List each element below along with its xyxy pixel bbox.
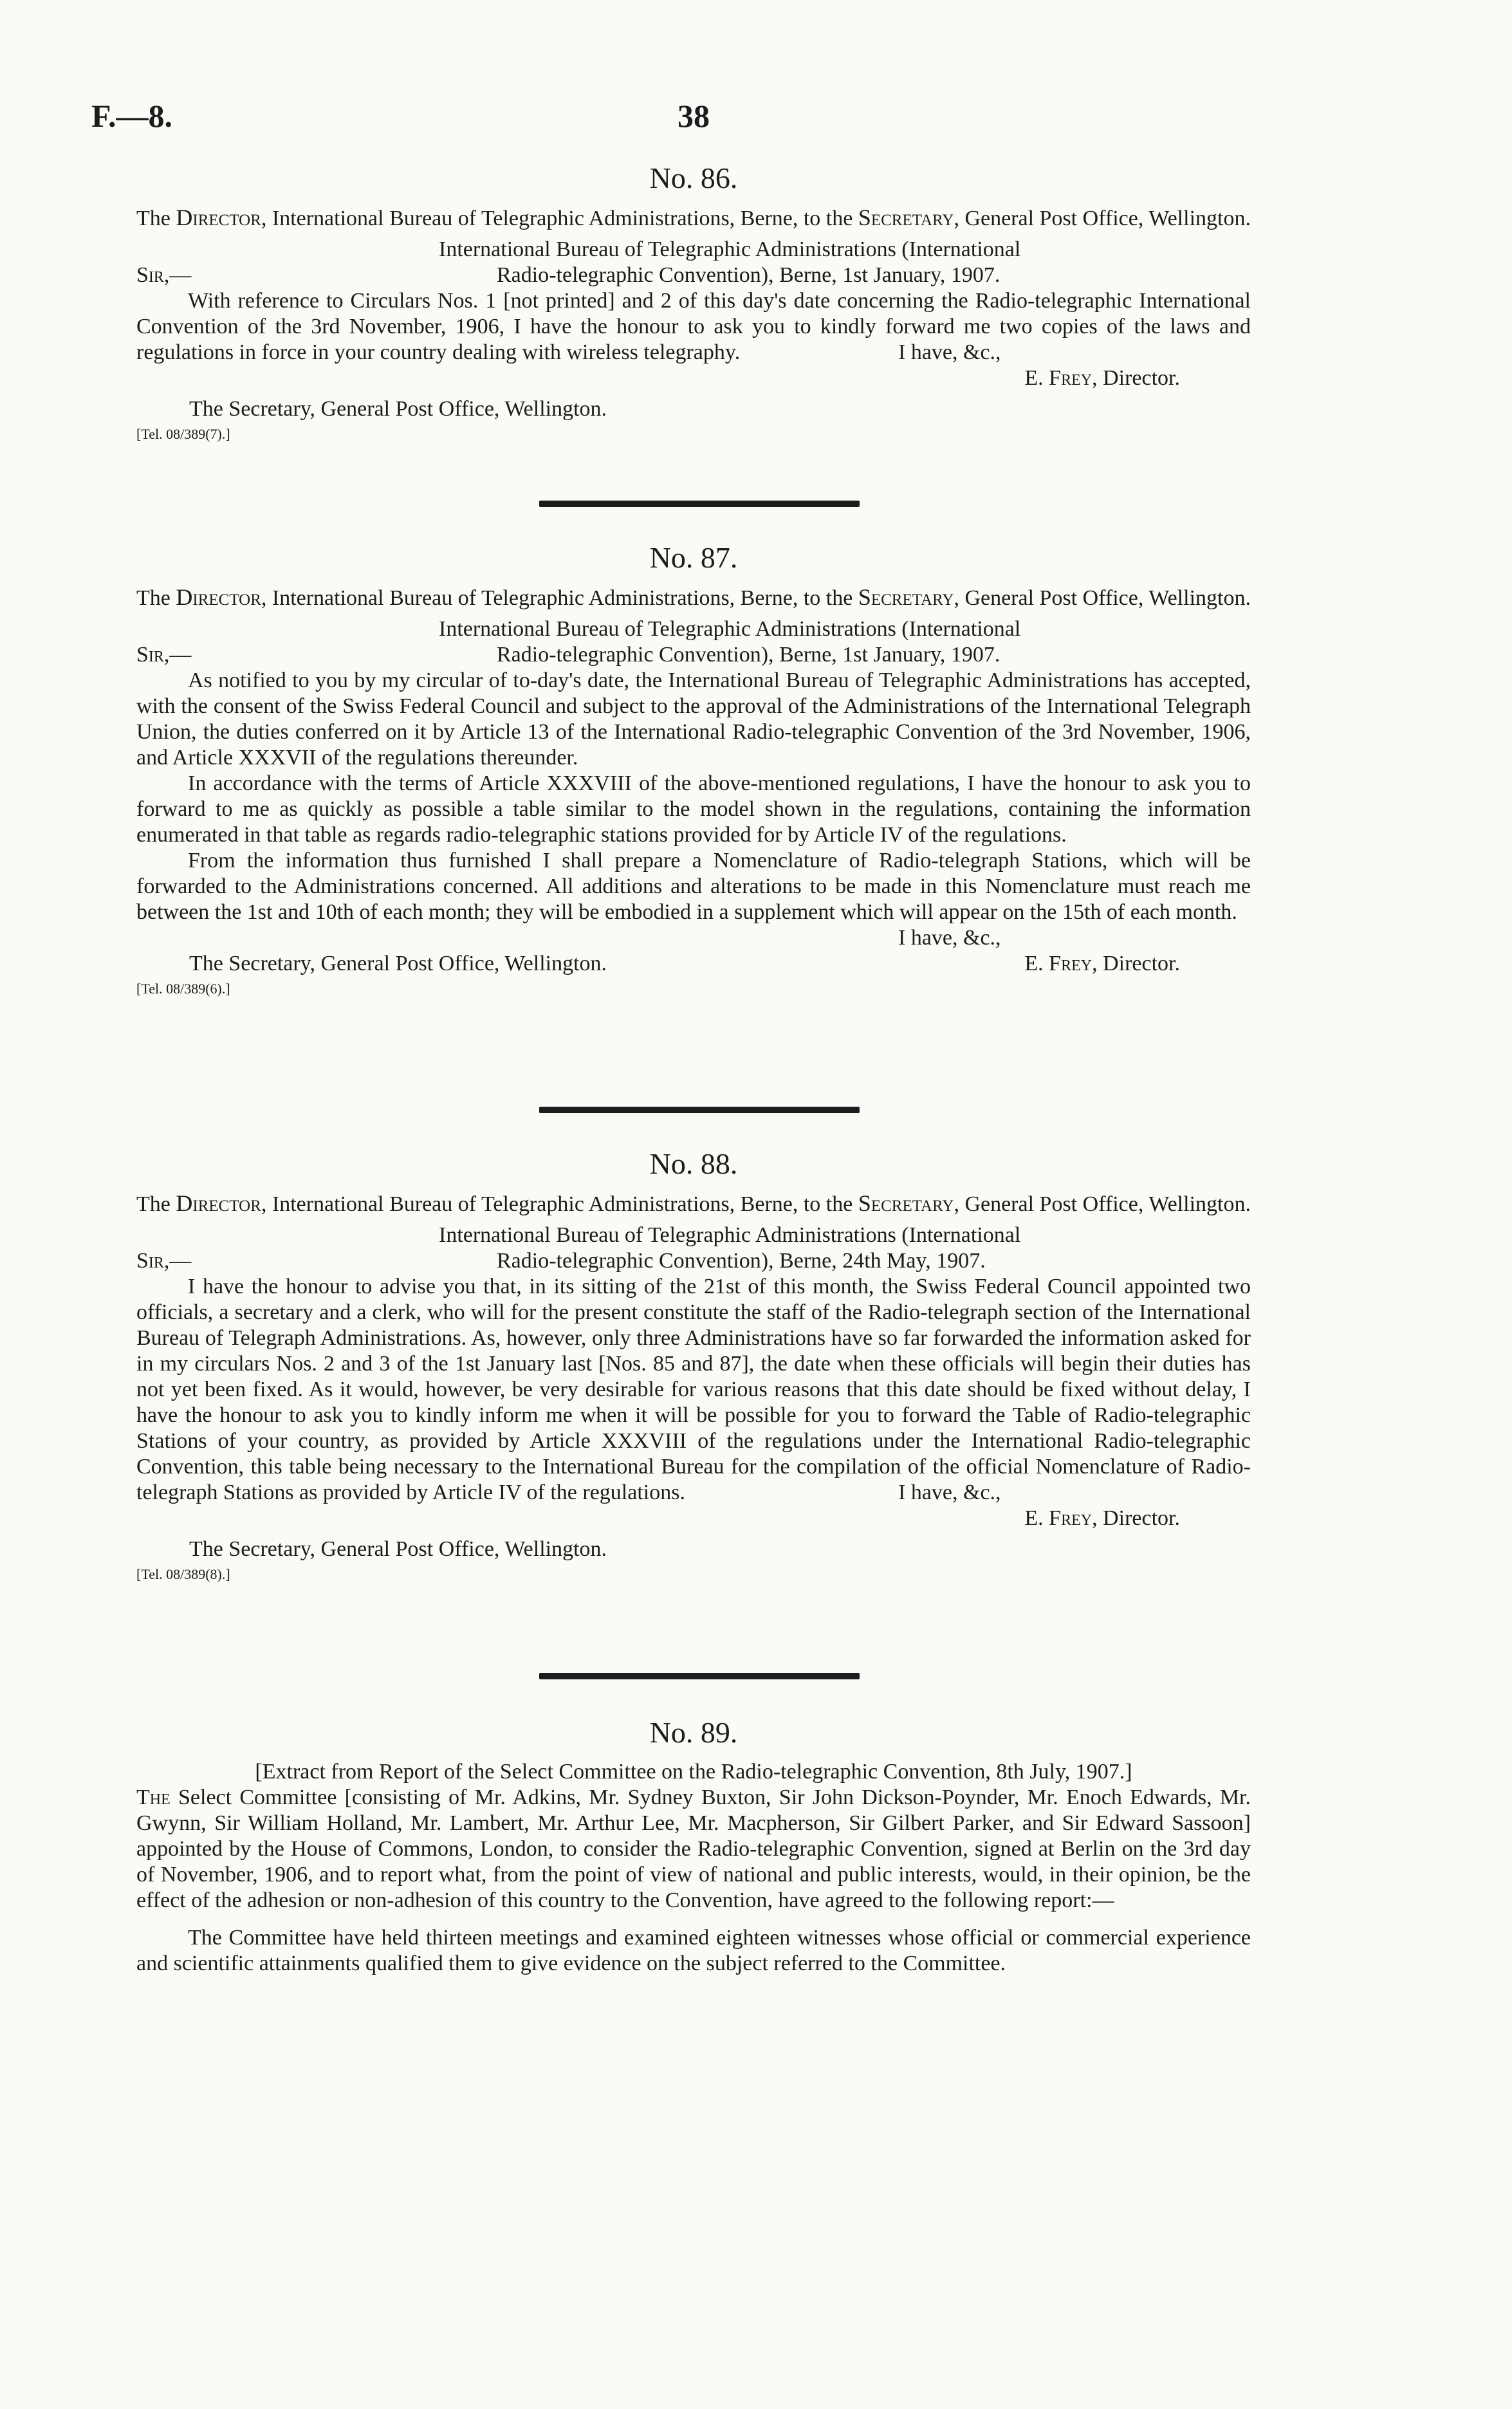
letter-number: No. 87.: [649, 541, 738, 574]
place-line-1: International Bureau of Telegraphic Administrations (International: [439, 1223, 1021, 1247]
recipient: The Secretary, General Post Office, Wellington.: [189, 397, 607, 421]
report-89: [136, 1715, 1251, 1977]
letter-address: [136, 584, 1251, 611]
letter-number: No. 86.: [649, 162, 738, 194]
recipient-signature-row: [136, 951, 1251, 977]
address-post: , General Post Office, Wellington.: [954, 207, 1251, 230]
report-paragraph: [136, 1785, 1251, 1914]
reference: [Tel. 08/389(6).]: [136, 981, 230, 997]
salutation-row: [136, 642, 1251, 668]
address-pre: The: [136, 207, 171, 230]
paragraph: With reference to Circulars Nos. 1 [not printed] and 2 of this day's date concerning the Radio-telegraphic International Convention of the 3rd November, 1906, I have the honour to ask you to kindly forward me two copies of the laws and regulations in force in your country dealing with wireless telegraphy.: [136, 289, 1251, 364]
salutation-row: [136, 263, 1251, 288]
place-line-2: Radio-telegraphic Convention), Berne, 1st January, 1907.: [497, 643, 1000, 667]
address-to-title: Secretary: [858, 584, 954, 610]
letter-86: [136, 161, 1251, 444]
closing: I have, &c.,: [898, 926, 1001, 950]
report-paragraph: The Committee have held thirteen meetings and examined eighteen witnesses whose official or commercial experience and scientific attainments qualified them to give evidence on the subject referred to the Committee.: [136, 1926, 1251, 1975]
address-post: , General Post Office, Wellington.: [954, 1192, 1251, 1216]
signature: [1024, 951, 1180, 977]
paragraph: As notified to you by my circular of to-day's date, the International Bureau of Telegraphic Administrations has accepted, with the consent of the Swiss Federal Council and subject to the approval of the Administrations of the International Telegraph Union, the duties conferred on it by Article 13 of the International Radio-telegraphic Convention of the 3rd November, 1906, and Article XXXVII of the regulations thereunder.: [136, 669, 1251, 770]
report-number: No. 89.: [649, 1716, 738, 1749]
document-code: F.—8.: [91, 98, 172, 134]
signature-role: , Director.: [1092, 366, 1180, 390]
salutation: Sir,—: [136, 643, 192, 667]
address-to-title: Secretary: [858, 205, 954, 230]
address-from-title: Director: [176, 205, 261, 230]
page-number: 38: [678, 98, 710, 134]
place-line-1: International Bureau of Telegraphic Administrations (International: [439, 237, 1021, 261]
place-line-2: Radio-telegraphic Convention), Berne, 24th May, 1907.: [497, 1249, 986, 1273]
letter-87: [136, 540, 1251, 999]
salutation: Sir,—: [136, 263, 192, 287]
signature: [136, 365, 1251, 391]
address-from-title: Director: [176, 1190, 261, 1216]
salutation: Sir,—: [136, 1249, 192, 1273]
address-post: , General Post Office, Wellington.: [954, 586, 1251, 610]
reference: [Tel. 08/389(7).]: [136, 426, 230, 442]
section-divider: [539, 501, 860, 507]
signature-name: E. Frey: [1024, 952, 1093, 975]
report-extract: [Extract from Report of the Select Committee on the Radio-telegraphic Convention, 8th July, 1907.]: [255, 1760, 1132, 1784]
reference: [Tel. 08/389(8).]: [136, 1566, 230, 1582]
address-pre: The: [136, 586, 171, 610]
address-to-title: Secretary: [858, 1190, 954, 1216]
letter-address: [136, 205, 1251, 232]
section-divider: [539, 1107, 860, 1113]
letter-address: [136, 1190, 1251, 1217]
lead-caps: The: [136, 1786, 171, 1809]
address-mid: , International Bureau of Telegraphic Administrations, Berne, to the: [261, 586, 853, 610]
salutation-row: [136, 1248, 1251, 1274]
report-paragraph-text: Select Committee [consisting of Mr. Adkins, Mr. Sydney Buxton, Sir John Dickson-Poynder, Mr. Enoch Edwards, Mr. Gwynn, Sir William Holland, Mr. Lambert, Mr. Arthur Lee, Mr. Macpherson, Sir Gilbert Parker, and Sir Edward Sassoon] appointed by the House of Commons, London, to consider the Radio-telegraphic Convention, signed at Berlin on the 3rd day of November, 1906, and to report what, from the point of view of national and public interests, would, in their opinion, be the effect of the adhesion or non-adhesion of this country to the Convention, have agreed to the following report:—: [136, 1786, 1251, 1912]
letter-number: No. 88.: [649, 1147, 738, 1180]
recipient: The Secretary, General Post Office, Wellington.: [189, 952, 607, 975]
closing: I have, &c.,: [898, 340, 1001, 364]
address-pre: The: [136, 1192, 171, 1216]
signature-name: E. Frey: [1024, 1506, 1093, 1530]
signature-name: E. Frey: [1024, 366, 1093, 390]
recipient-row: [136, 396, 1251, 422]
place-line-1: International Bureau of Telegraphic Administrations (International: [439, 617, 1021, 641]
section-divider: [539, 1673, 860, 1679]
address-from-title: Director: [176, 584, 261, 610]
paragraph: From the information thus furnished I shall prepare a Nomenclature of Radio-telegraph Stations, which will be forwarded to the Administrations concerned. All additions and alterations to be made in this Nomenclature must reach me between the 1st and 10th of each month; they will be embodied in a supplement which will appear on the 15th of each month.: [136, 849, 1251, 924]
closing-row: [136, 1480, 1251, 1506]
paragraph: In accordance with the terms of Article XXXVIII of the above-mentioned regulations, I have the honour to ask you to forward to me as quickly as possible a table similar to the model shown in the regulations, containing the information enumerated in that table as regards radio-telegraphic stations provided for by Article IV of the regulations.: [136, 771, 1251, 847]
closing-row: [136, 340, 1251, 365]
closing-row: [136, 925, 1251, 951]
address-mid: , International Bureau of Telegraphic Administrations, Berne, to the: [261, 207, 853, 230]
recipient: The Secretary, General Post Office, Wellington.: [189, 1537, 607, 1561]
address-mid: , International Bureau of Telegraphic Administrations, Berne, to the: [261, 1192, 853, 1216]
paragraph: I have the honour to advise you that, in its sitting of the 21st of this month, the Swiss Federal Council appointed two officials, a secretary and a clerk, who will for the present constitute the staff of the Radio-telegraph section of the International Bureau of Telegraph Administrations. As, however, only three Administrations have so far forwarded the information asked for in my circulars Nos. 2 and 3 of the 1st January last [Nos. 85 and 87], the date when these officials will begin their duties has not yet been fixed. As it would, however, be very desirable for various reasons that this date should be fixed without delay, I have the honour to ask you to kindly inform me when it will be possible for you to forward the Table of Radio-telegraphic Stations of your country, as provided by Article XXXVIII of the regulations under the International Radio-telegraphic Convention, this table being necessary to the International Bureau for the compilation of the official Nomenclature of Radio-telegraph Stations as provided by Article IV of the regulations.: [136, 1275, 1251, 1504]
signature-role: , Director.: [1092, 952, 1180, 975]
signature-role: , Director.: [1092, 1506, 1180, 1530]
signature: [136, 1506, 1251, 1531]
recipient-row: [136, 1537, 1251, 1562]
place-line-2: Radio-telegraphic Convention), Berne, 1st January, 1907.: [497, 263, 1000, 287]
closing: I have, &c.,: [898, 1481, 1001, 1504]
letter-88: [136, 1147, 1251, 1584]
